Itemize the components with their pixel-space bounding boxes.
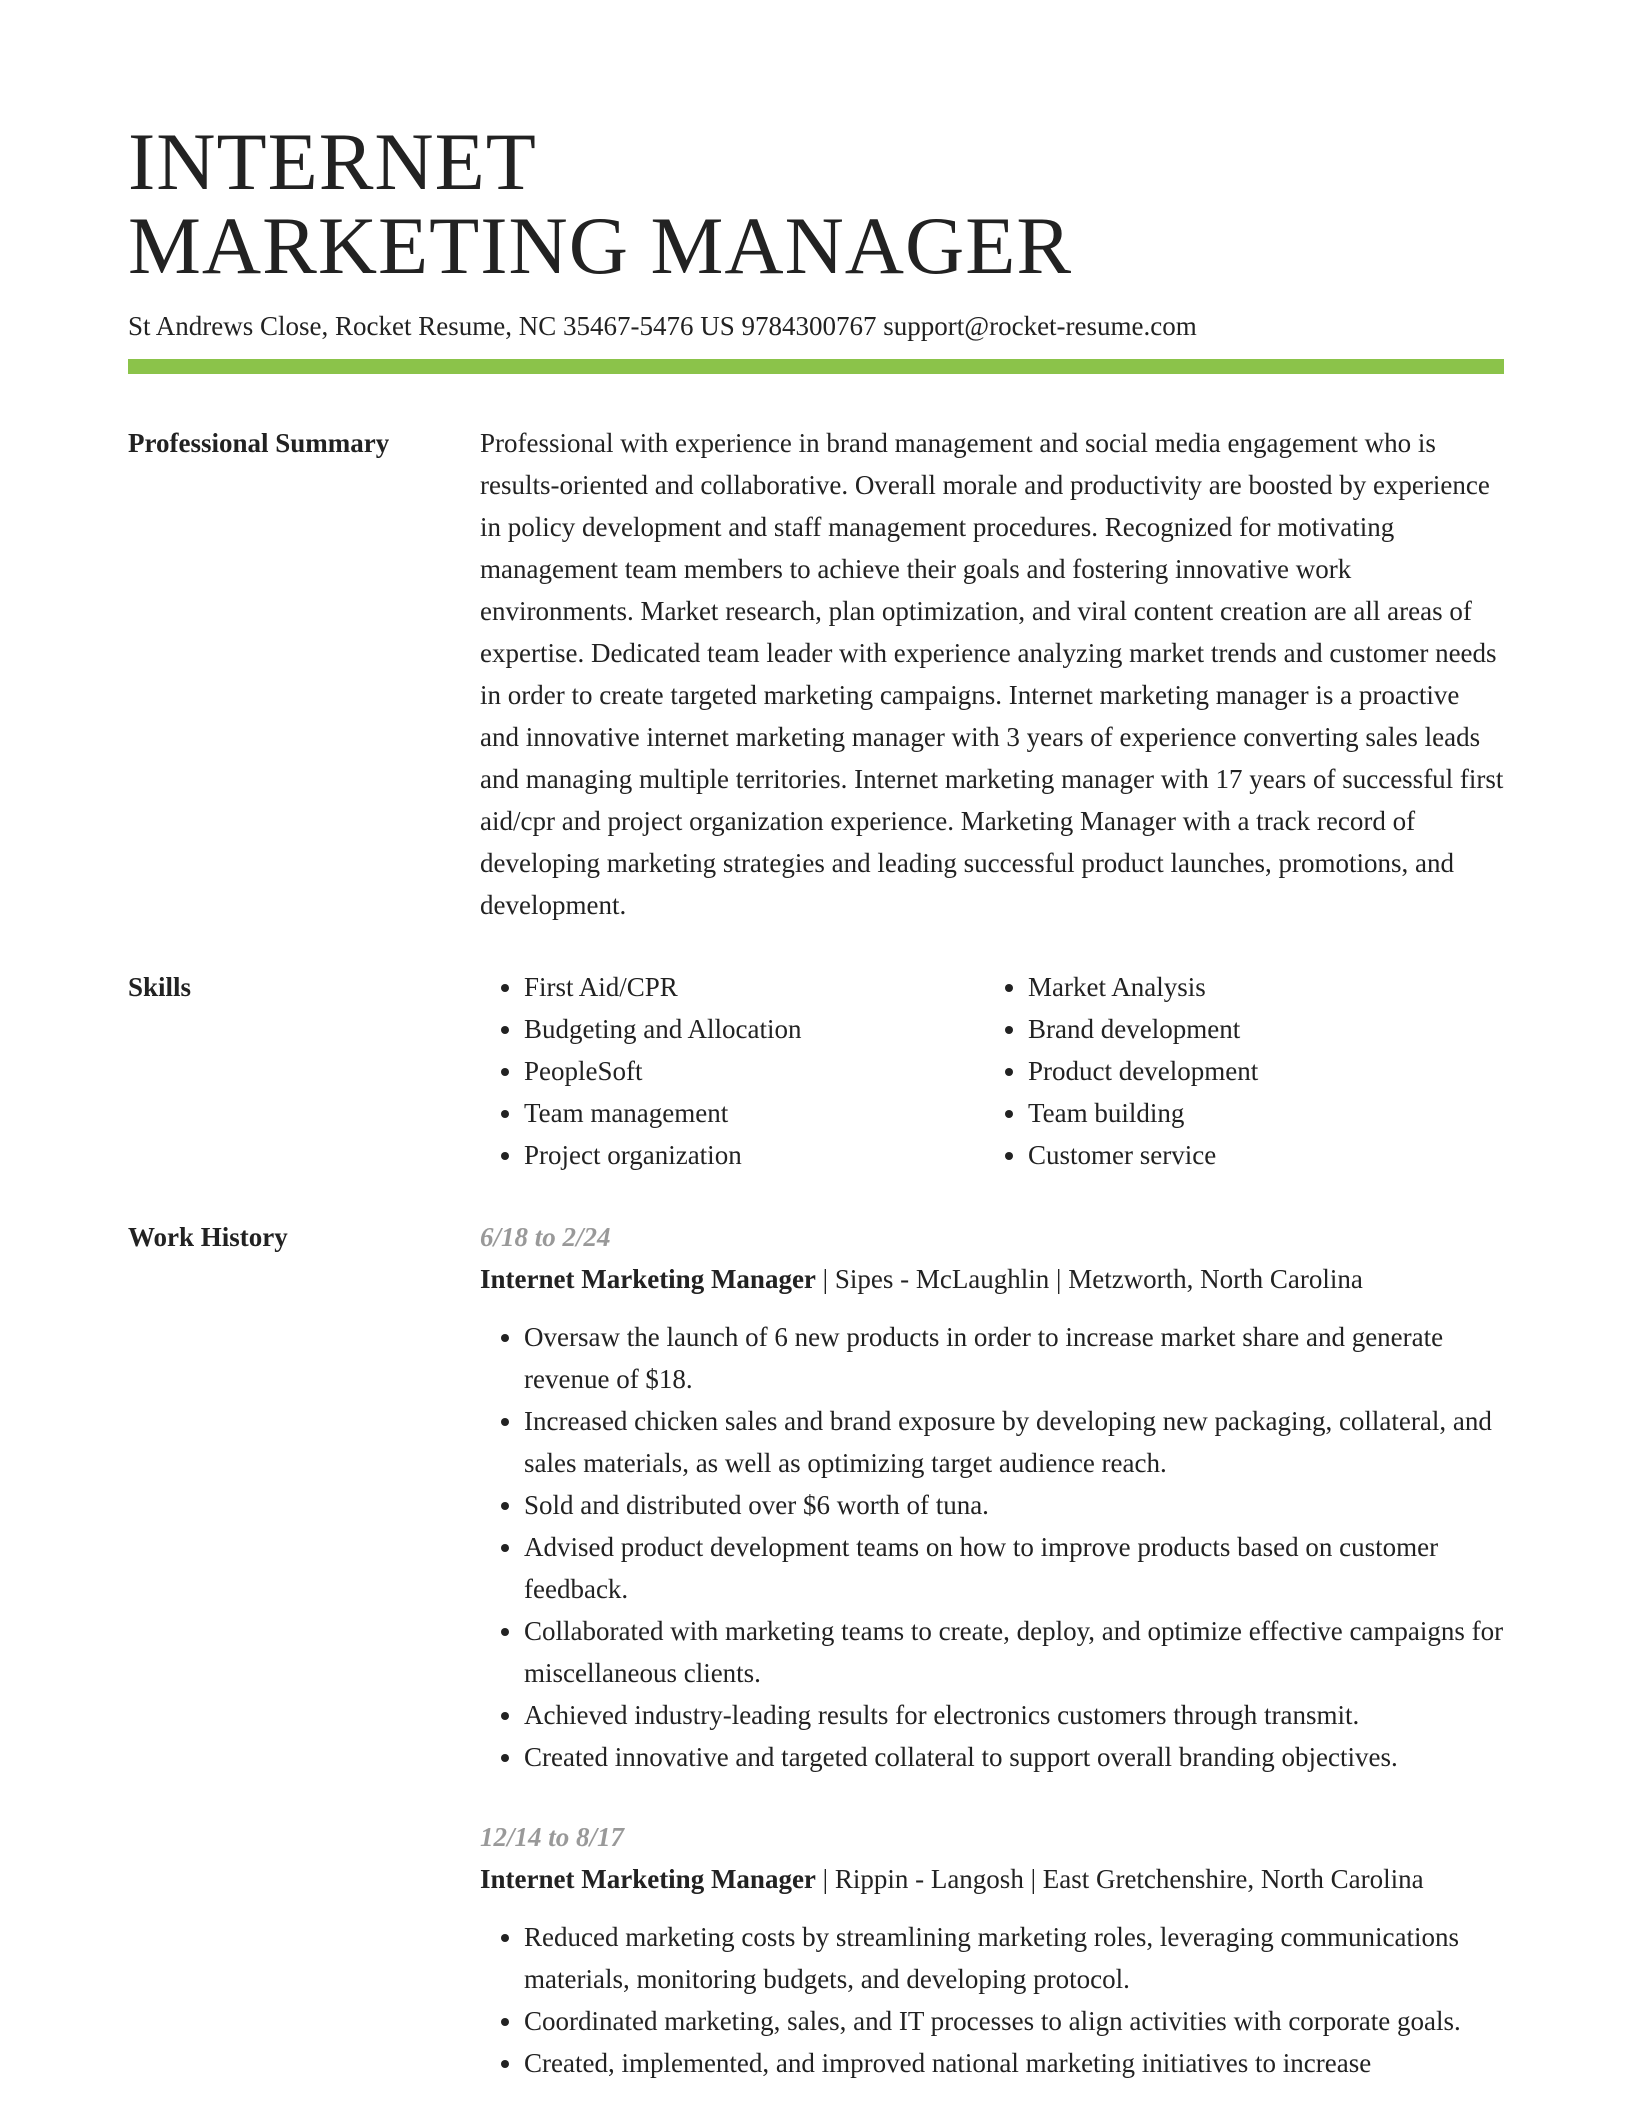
job-role: Internet Marketing Manager	[480, 1264, 816, 1294]
job-entry	[480, 1816, 1504, 2084]
section-label-work-history: Work History	[128, 1222, 288, 1252]
skill-item: • Customer service	[1028, 1134, 1258, 1176]
skill-item: • Team management	[524, 1092, 984, 1134]
skill-item: • First Aid/CPR	[524, 966, 984, 1008]
skills-section	[128, 966, 1504, 1176]
job-title-line	[480, 1858, 1504, 1900]
skill-item: • PeopleSoft	[524, 1050, 984, 1092]
job-entry	[480, 1216, 1504, 1778]
skill-item: • Brand development	[1028, 1008, 1258, 1050]
job-title-line	[480, 1258, 1504, 1300]
skills-column-1	[480, 966, 984, 1176]
title-line-2: MARKETING MANAGER	[128, 200, 1073, 291]
contact-info: St Andrews Close, Rocket Resume, NC 35467-5476 US 9784300767 support@rocket-resume.com	[128, 311, 1197, 341]
skill-item: • Budgeting and Allocation	[524, 1008, 984, 1050]
job-bullet: • Created innovative and targeted collateral to support overall branding objectives.	[524, 1736, 1504, 1778]
resume-page	[128, 116, 1504, 2084]
job-bullet: • Coordinated marketing, sales, and IT processes to align activities with corporate goals.	[524, 2000, 1504, 2042]
job-date: 12/14 to 8/17	[480, 1822, 625, 1852]
summary-text: Professional with experience in brand management and social media engagement who is results-oriented and collaborative. Overall morale and productivity are boosted by experience in policy development and staff management procedures. Recognized for motivating management team members to achieve their goals and fostering innovative work environments. Market research, plan optimization, and viral content creation are all areas of expertise. Dedicated team leader with experience analyzing market trends and customer needs in order to create targeted marketing campaigns. Internet marketing manager is a proactive and innovative internet marketing manager with 3 years of experience converting sales leads and managing multiple territories. Internet marketing manager with 17 years of successful first aid/cpr and project organization experience. Marketing Manager with a track record of developing marketing strategies and leading successful product launches, promotions, and development.	[480, 428, 1504, 920]
skill-item: • Market Analysis	[1028, 966, 1258, 1008]
skill-item: • Project organization	[524, 1134, 984, 1176]
skill-item: • Team building	[1028, 1092, 1258, 1134]
job-bullet: • Collaborated with marketing teams to create, deploy, and optimize effective campaigns for miscellaneous clients.	[524, 1610, 1504, 1694]
page-title	[128, 116, 1504, 291]
accent-divider	[128, 359, 1504, 374]
professional-summary-section	[128, 422, 1504, 926]
job-bullets	[480, 1316, 1504, 1778]
job-bullet: • Increased chicken sales and brand exposure by developing new packaging, collateral, and sales materials, as well as optimizing target audience reach.	[524, 1400, 1504, 1484]
section-label-summary: Professional Summary	[128, 428, 390, 458]
job-employer-location: | Rippin - Langosh | East Gretchenshire, North Carolina	[815, 1864, 1424, 1894]
skills-column-2	[984, 966, 1258, 1176]
job-bullets	[480, 1916, 1504, 2084]
title-line-1: INTERNET	[128, 116, 537, 207]
job-bullet: • Advised product development teams on how to improve products based on customer feedback.	[524, 1526, 1504, 1610]
job-date: 6/18 to 2/24	[480, 1222, 611, 1252]
job-bullet: • Created, implemented, and improved national marketing initiatives to increase	[524, 2042, 1504, 2084]
job-bullet: • Oversaw the launch of 6 new products in order to increase market share and generate revenue of $18.	[524, 1316, 1504, 1400]
job-bullet: • Reduced marketing costs by streamlining marketing roles, leveraging communications materials, monitoring budgets, and developing protocol.	[524, 1916, 1504, 2000]
job-employer-location: | Sipes - McLaughlin | Metzworth, North Carolina	[815, 1264, 1363, 1294]
job-bullet: • Achieved industry-leading results for electronics customers through transmit.	[524, 1694, 1504, 1736]
section-label-skills: Skills	[128, 972, 192, 1002]
job-role: Internet Marketing Manager	[480, 1864, 816, 1894]
work-history-section	[128, 1216, 1504, 2084]
skill-item: • Product development	[1028, 1050, 1258, 1092]
resume-header	[128, 116, 1504, 374]
job-bullet: • Sold and distributed over $6 worth of tuna.	[524, 1484, 1504, 1526]
